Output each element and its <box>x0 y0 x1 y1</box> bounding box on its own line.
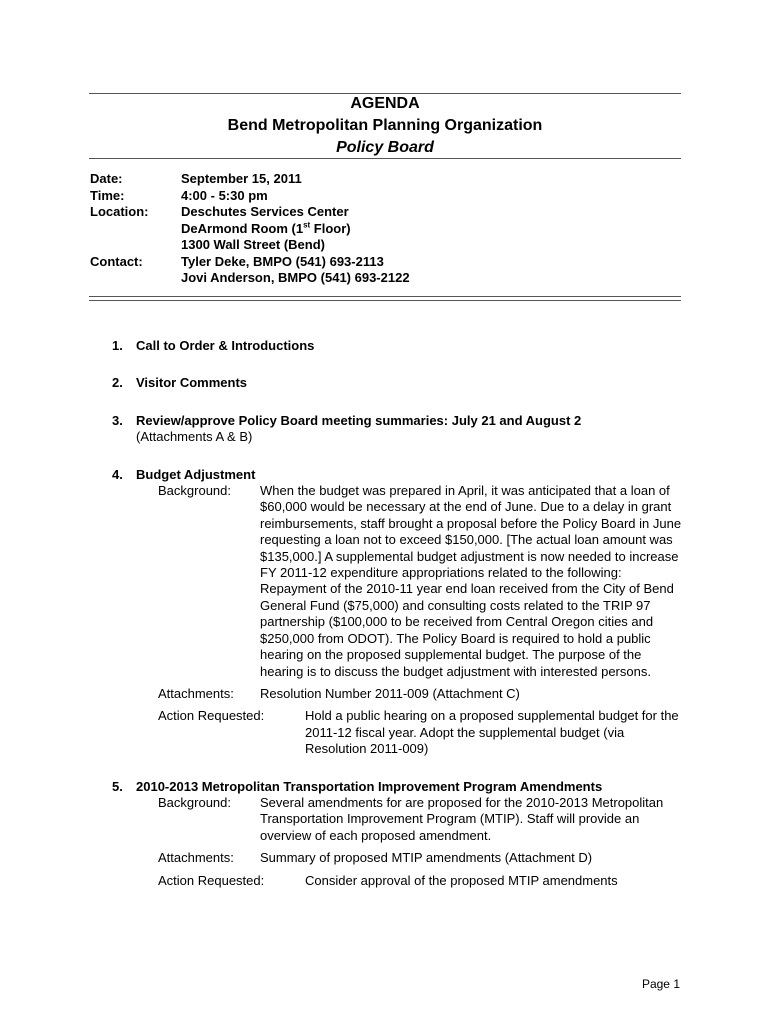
item-number: 2. <box>112 375 123 391</box>
contact-line1: Tyler Deke, BMPO (541) 693-2113 <box>181 253 384 269</box>
item-title: Budget Adjustment <box>136 466 256 482</box>
location-label: Location: <box>90 204 149 219</box>
item-number: 4. <box>112 466 123 482</box>
item-number: 5. <box>112 778 123 794</box>
item-title: Visitor Comments <box>136 375 248 391</box>
background-text: When the budget was prepared in April, it was anticipated that a loan of $60,000 would be necessary at the end of June. Due to a delay in grant reimbursements, staff brought a proposal before the Policy Board in June requesting a loan not to exceed $150,000. [The actual loan amount was $135,000.] A supplemental budget adjustment is now needed to increase FY 2011-12 expenditure appropriations related to the following: Repayment of the 2010-11 year end loan received from the City of Bend General Fund ($75,000) and consulting costs related to the TRIP 97 partnership ($100,000 to be received from Central Oregon cities and $250,000 from ODOT). The Policy Board is required to hold a public hearing on the proposed supplemental budget. The purpose of the hearing is to discuss the budget adjustment with interested persons. <box>260 483 682 679</box>
action-text: Hold a public hearing on a proposed supplemental budget for the 2011-12 fiscal year. Adopt the supplemental budget (via Resolution 2011-009) <box>305 708 679 757</box>
background-label: Background: <box>158 794 231 810</box>
action-label: Action Requested: <box>158 872 265 888</box>
date-value: September 15, 2011 <box>181 171 302 186</box>
header-rule <box>89 158 681 159</box>
agenda-item <box>112 375 692 391</box>
agenda-item <box>112 413 692 446</box>
contact-label: Contact: <box>90 253 143 269</box>
time-value: 4:00 - 5:30 pm <box>181 187 268 203</box>
item-number: 3. <box>112 412 123 428</box>
board-name: Policy Board <box>336 139 434 156</box>
attachments-text: Resolution Number 2011-009 (Attachment C) <box>260 685 520 701</box>
meeting-info <box>90 171 581 287</box>
action-label: Action Requested: <box>158 708 265 724</box>
contact-line2: Jovi Anderson, BMPO (541) 693-2122 <box>181 270 410 285</box>
double-rule <box>89 296 681 301</box>
item-attachments-note: (Attachments A & B) <box>136 429 253 445</box>
agenda-header <box>89 93 681 159</box>
agenda-item <box>112 467 692 758</box>
item-title: Call to Order & Introductions <box>136 338 315 353</box>
attachments-label: Attachments: <box>158 850 234 866</box>
agenda-items <box>112 338 692 910</box>
agenda-item <box>112 338 692 354</box>
organization-name: Bend Metropolitan Planning Organization <box>227 117 543 134</box>
location-line2: DeArmond Room (1st Floor) <box>181 220 351 236</box>
item-number: 1. <box>112 338 123 353</box>
agenda-title: AGENDA <box>350 95 420 112</box>
date-label: Date: <box>90 171 123 186</box>
location-line1: Deschutes Services Center <box>181 204 349 219</box>
item-title: Review/approve Policy Board meeting summaries: July 21 and August 2 <box>136 412 582 428</box>
page-number: Page 1 <box>641 977 680 991</box>
background-label: Background: <box>158 483 231 499</box>
attachments-label: Attachments: <box>158 685 234 701</box>
action-text: Consider approval of the proposed MTIP amendments <box>305 872 618 888</box>
agenda-item <box>112 779 692 889</box>
background-text: Several amendments for are proposed for the 2010-2013 Metropolitan Transportation Improvement Program (MTIP). Staff will provide an overview of each proposed amendment. <box>260 794 664 843</box>
time-label: Time: <box>90 187 125 203</box>
location-line3: 1300 Wall Street (Bend) <box>181 237 326 252</box>
item-title: 2010-2013 Metropolitan Transportation Improvement Program Amendments <box>136 778 603 794</box>
attachments-text: Summary of proposed MTIP amendments (Attachment D) <box>260 850 593 866</box>
